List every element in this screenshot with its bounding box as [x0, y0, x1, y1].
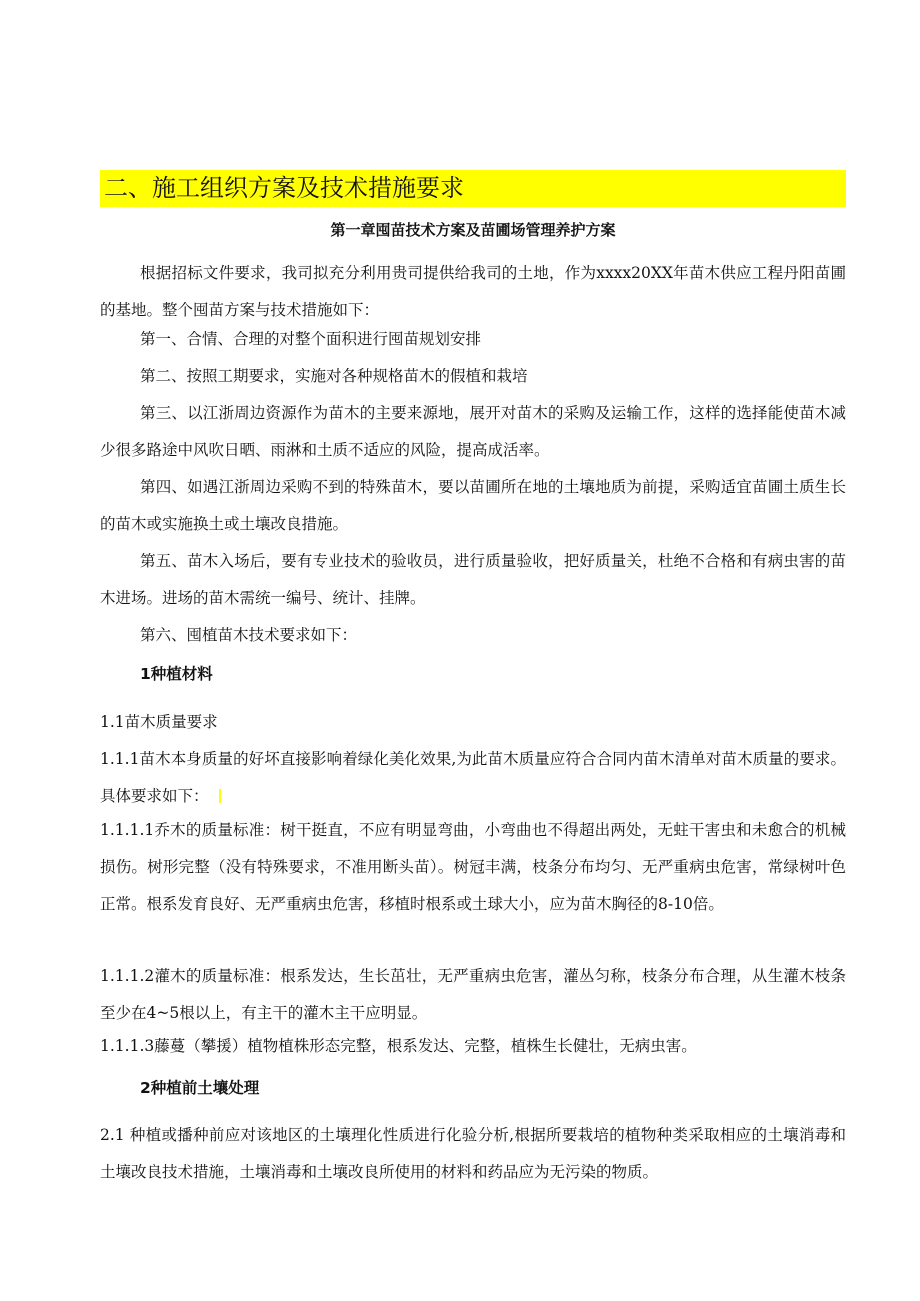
chapter-title: 第一章囤苗技术方案及苗圃场管理养护方案: [330, 221, 616, 239]
section-2-heading: 2种植前土壤处理: [140, 1079, 260, 1097]
plan-item-6: 第六、囤植苗木技术要求如下：: [140, 626, 358, 644]
paragraph-1-1-1-2: 1.1.1.2灌木的质量标准：根系发达，生长茁壮，无严重病虫危害，灌丛匀称，枝条分布合理，从生灌木枝条至少在4~5根以上，有主干的灌木主干应明显。: [100, 967, 846, 1022]
text-cursor-mark: [219, 789, 221, 803]
intro-paragraph: 根据招标文件要求，我司拟充分利用贵司提供给我司的土地，作为xxxx20XX年苗木供应工程丹阳苗圃的基地。整个囤苗方案与技术措施如下：: [100, 264, 846, 319]
plan-item-2: 第二、按照工期要求，实施对各种规格苗木的假植和栽培: [140, 367, 528, 385]
section-heading: 二、施工组织方案及技术措施要求: [100, 170, 846, 207]
paragraph-1-1-1-1: 1.1.1.1乔木的质量标准：树干挺直，不应有明显弯曲，小弯曲也不得超出两处，无蛀干害虫和未愈合的机械损伤。树形完整（没有特殊要求，不准用断头苗）。树冠丰满，枝条分布均匀、无严重病虫危害，常绿树叶色正常。根系发育良好、无严重病虫危害，移植时根系或土球大小，应为苗木胸径的8-10倍。: [100, 821, 846, 913]
plan-item-3: 第三、以江浙周边资源作为苗木的主要来源地，展开对苗木的采购及运输工作，这样的选择能使苗木减少很多路途中风吹日晒、雨淋和土质不适应的风险，提高成活率。: [100, 404, 846, 459]
subsection-1-1: 1.1苗木质量要求: [100, 713, 218, 731]
paragraph-1-1-1-text: 1.1.1苗木本身质量的好坏直接影响着绿化美化效果,为此苗木质量应符合合同内苗木清单对苗木质量的要求。具体要求如下：: [100, 750, 846, 805]
plan-item-4: 第四、如遇江浙周边采购不到的特殊苗木，要以苗圃所在地的土壤地质为前提，采购适宜苗圃土质生长的苗木或实施换土或土壤改良措施。: [100, 478, 846, 533]
paragraph-1-1-1: [100, 741, 846, 815]
paragraph-1-1-1-3: 1.1.1.3藤蔓（攀援）植物植株形态完整，根系发达、完整，植株生长健壮，无病虫害。: [100, 1037, 697, 1055]
plan-item-5: 第五、苗木入场后，要有专业技术的验收员，进行质量验收，把好质量关，杜绝不合格和有病虫害的苗木进场。进场的苗木需统一编号、统计、挂牌。: [100, 552, 846, 607]
plan-item-1: 第一、合情、合理的对整个面积进行囤苗规划安排: [140, 330, 482, 348]
section-1-heading: 1种植材料: [140, 665, 213, 683]
paragraph-2-1: 2.1 种植或播种前应对该地区的土壤理化性质进行化验分析,根据所要栽培的植物种类采取相应的土壤消毒和土壤改良技术措施，土壤消毒和土壤改良所使用的材料和药品应为无污染的物质。: [100, 1126, 846, 1181]
